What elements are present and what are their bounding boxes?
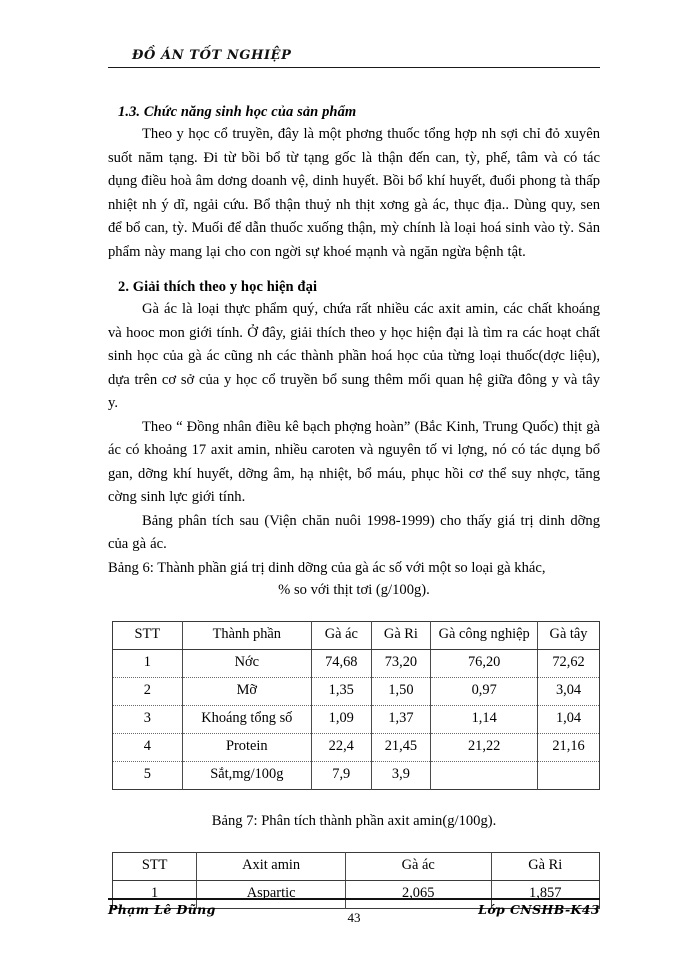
spacer [108, 790, 600, 810]
table-cell: 1,14 [431, 705, 538, 733]
table-cell: 0,97 [431, 677, 538, 705]
table-cell: 21,45 [371, 733, 431, 761]
table-row [113, 733, 600, 761]
table-cell: 1,04 [538, 705, 600, 733]
table-cell: 3 [113, 705, 183, 733]
table-cell: 22,4 [311, 733, 371, 761]
table-cell: 72,62 [538, 649, 600, 677]
table-row [113, 705, 600, 733]
table-7-col-header: Gà Ri [491, 852, 600, 880]
table-7-caption: Bảng 7: Phân tích thành phần axit amin(g/100g). [211, 812, 497, 829]
table-cell: Sắt,mg/100g [182, 761, 311, 789]
page-number: 43 [347, 910, 361, 925]
table-cell: 7,9 [311, 761, 371, 789]
table-cell: 21,16 [538, 733, 600, 761]
paragraph-1: Theo y học cổ truyền, đây là một phơng thuốc tổng hợp nh sợi chỉ đỏ xuyên suốt năm tạng. Đi từ bồi bổ từ tạng gốc là thận đến can, tỳ, phế, tâm và có tác dụng điều hoà âm dơng doanh vệ, dinh huyết. Bồi bổ khí huyết, đuổi phong tà thấp nhiệt nh ý dĩ, ngải cứu. Bổ thận thuỷ nh thịt xơng gà ác, thục địa.. Dùng quy, sen để bổ can, tỳ. Muối để dẫn thuốc xuống thận, mỳ chính là loại hoá sinh vào tỳ. Sản phẩm này mang lại cho con ngời sự khoé mạnh và ngăn ngừa bệnh tật. [108, 126, 600, 260]
table-cell: Aspartic [197, 880, 346, 908]
footer-divider [108, 898, 600, 900]
footer-class: Lớp CNSHB-K43 [478, 902, 600, 917]
table-6-wrapper [112, 621, 600, 790]
paragraph-4: Bảng phân tích sau (Viện chăn nuôi 1998-1999) cho thấy giá trị dinh dỡng của gà ác. [108, 512, 600, 552]
table-cell: 21,22 [431, 733, 538, 761]
heading-2: 2. Giải thích theo y học hiện đại [118, 279, 318, 295]
table-6-caption-line-1: Bảng 6: Thành phần giá trị dinh dỡng của gà ác số với một so loại gà khác, [108, 559, 546, 576]
table-6-col-header: Thành phần [182, 621, 311, 649]
document-body [108, 104, 600, 909]
table-cell: 1,35 [311, 677, 371, 705]
table-cell: Nớc [182, 649, 311, 677]
table-cell: Protein [182, 733, 311, 761]
page-footer [108, 898, 600, 930]
table-cell-empty [538, 761, 600, 789]
table-6-caption-line-2: % so với thịt tơi (g/100g). [278, 581, 430, 598]
table-6 [112, 621, 600, 790]
heading-1-3: 1.3. Chức năng sinh học của sản phẩm [118, 104, 357, 120]
spacer [108, 601, 600, 621]
table-cell: 1,09 [311, 705, 371, 733]
table-6-col-header: STT [113, 621, 183, 649]
table-6-col-header: Gà Ri [371, 621, 431, 649]
table-cell: 4 [113, 733, 183, 761]
table-cell: 3,9 [371, 761, 431, 789]
table-7-col-header: STT [113, 852, 197, 880]
header-divider [108, 67, 600, 68]
paragraph-3: Theo “ Đồng nhân điều kê bạch phợng hoàn” (Bắc Kinh, Trung Quốc) thịt gà ác có khoảng 17 axit amin, nhiều caroten và nguyên tố vi lợng, nó có tác dụng bổ gan, dỡng khí huyết, dỡng âm, hạ nhiệt, bổ máu, phục hồi cơ thể suy nhợc, tăng cờng sinh lực giới tính. [108, 418, 600, 505]
table-cell: 1,37 [371, 705, 431, 733]
running-header-title: ĐỒ ÁN TỐT NGHIỆP [132, 48, 292, 63]
table-cell: 5 [113, 761, 183, 789]
table-7-col-header: Gà ác [345, 852, 491, 880]
spacer [108, 264, 600, 279]
footer-author: Phạm Lê Dũng [108, 902, 216, 917]
table-cell: 1 [113, 880, 197, 908]
paragraph-2: Gà ác là loại thực phẩm quý, chứa rất nhiều các axit amin, các chất khoáng và hooc mon giới tính. Ở đây, giải thích theo y học hiện đại là tìm ra các hoạt chất sinh học của gà ác cũng nh các thành phần hoá học của từng loại thuốc(dợc liệu), dựa trên cơ sở của y học cổ truyền bổ sung thêm mối quan hệ giữa đông y và tây y. [108, 301, 600, 411]
table-cell-empty [431, 761, 538, 789]
table-cell: 1,857 [491, 880, 600, 908]
table-6-col-header: Gà tây [538, 621, 600, 649]
table-cell: 1 [113, 649, 183, 677]
table-cell: 2 [113, 677, 183, 705]
table-cell: 1,50 [371, 677, 431, 705]
table-cell: Mỡ [182, 677, 311, 705]
table-6-col-header: Gà ác [311, 621, 371, 649]
table-cell: 73,20 [371, 649, 431, 677]
table-cell: 3,04 [538, 677, 600, 705]
table-6-header-row [113, 621, 600, 649]
table-7-col-header: Axit amin [197, 852, 346, 880]
table-row [113, 649, 600, 677]
spacer [108, 832, 600, 852]
table-cell: 76,20 [431, 649, 538, 677]
table-cell: 74,68 [311, 649, 371, 677]
table-row [113, 677, 600, 705]
table-cell: Khoáng tổng số [182, 705, 311, 733]
table-row [113, 761, 600, 789]
table-7-header-row [113, 852, 600, 880]
table-cell: 2,065 [345, 880, 491, 908]
table-6-col-header: Gà công nghiệp [431, 621, 538, 649]
running-header [108, 48, 600, 68]
